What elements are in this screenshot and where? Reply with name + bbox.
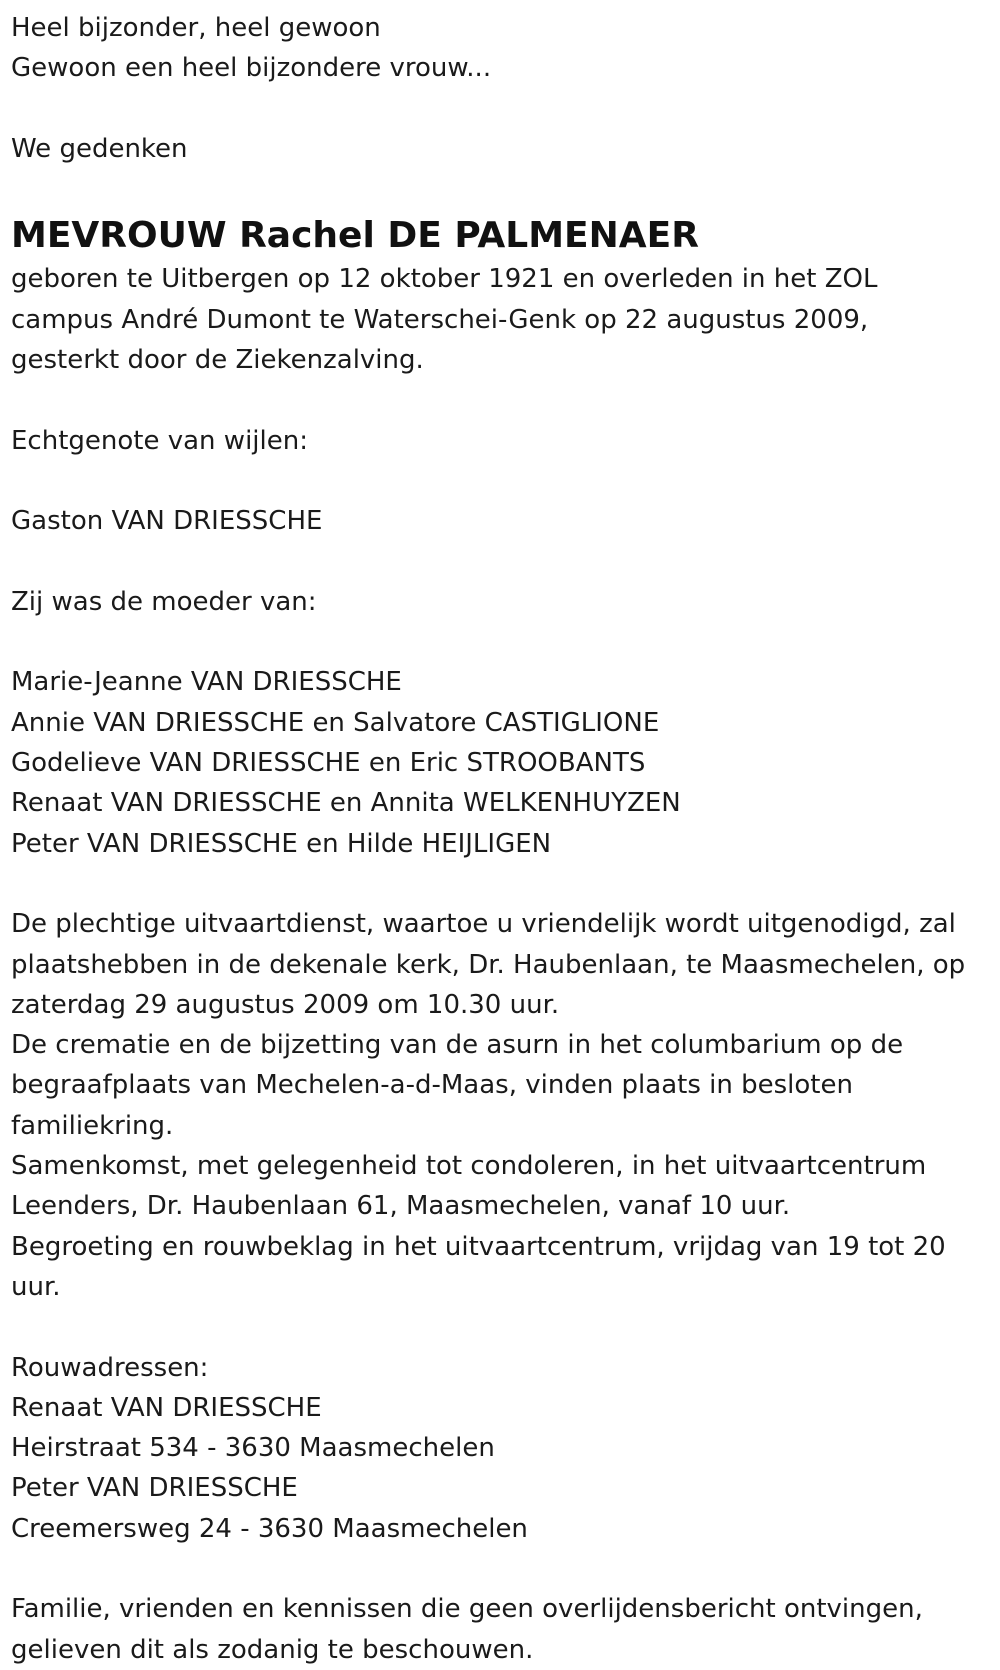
service-line: Samenkomst, met gelegenheid tot condoleren, in het uitvaartcentrum [11,1151,927,1182]
deceased-name: MEVROUW Rachel DE PALMENAER [11,215,699,257]
deceased-section [11,213,990,380]
service-line: zaterdag 29 augustus 2009 om 10.30 uur. [11,989,560,1020]
child-name: Renaat VAN DRIESSCHE en Annita WELKENHUYZEN [11,788,681,819]
service-line: begraafplaats van Mechelen-a-d-Maas, vinden plaats in besloten [11,1070,853,1101]
deceased-detail-line: geboren te Uitbergen op 12 oktober 1921 en overleden in het ZOL [11,264,878,295]
child-name: Godelieve VAN DRIESSCHE en Eric STROOBANTS [11,748,646,779]
child-name: Marie-Jeanne VAN DRIESSCHE [11,667,402,698]
children-label: Zij was de moeder van: [11,586,317,617]
remember-line: We gedenken [11,133,188,164]
service-line: Leenders, Dr. Haubenlaan 61, Maasmechelen, vanaf 10 uur. [11,1191,791,1222]
spacer [11,461,990,501]
deceased-detail-line: gesterkt door de Ziekenzalving. [11,345,424,376]
closing-line: gelieven dit als zodanig te beschouwen. [11,1634,534,1665]
spacer [11,542,990,582]
spacer [11,622,990,662]
spouse-section [11,421,990,542]
spacer [11,380,990,420]
address-line: Renaat VAN DRIESSCHE [11,1392,322,1423]
spouse-label: Echtgenote van wijlen: [11,425,308,456]
spouse-name: Gaston VAN DRIESSCHE [11,506,323,537]
service-line: uur. [11,1271,61,1302]
intro-line: Gewoon een heel bijzondere vrouw... [11,53,492,84]
closing-line: Familie, vrienden en kennissen die geen overlijdensbericht ontvingen, [11,1594,923,1625]
address-line: Creemersweg 24 - 3630 Maasmechelen [11,1513,528,1544]
closing-section [11,1589,990,1670]
spacer [11,89,990,129]
intro-line: Heel bijzonder, heel gewoon [11,13,381,43]
intro-section [11,8,990,169]
address-line: Heirstraat 534 - 3630 Maasmechelen [11,1433,495,1464]
children-section [11,582,990,864]
service-line: De crematie en de bijzetting van de asurn in het columbarium op de [11,1030,904,1061]
service-line: plaatshebben in de dekenale kerk, Dr. Haubenlaan, te Maasmechelen, op [11,949,966,980]
service-section [11,904,990,1307]
service-line: De plechtige uitvaartdienst, waartoe u vriendelijk wordt uitgenodigd, zal [11,909,956,940]
child-name: Annie VAN DRIESSCHE en Salvatore CASTIGLIONE [11,707,660,738]
addresses-label: Rouwadressen: [11,1352,209,1383]
spacer [11,169,990,209]
service-line: familiekring. [11,1110,174,1141]
addresses-section [11,1348,990,1549]
child-name: Peter VAN DRIESSCHE en Hilde HEIJLIGEN [11,828,552,859]
address-line: Peter VAN DRIESSCHE [11,1473,298,1504]
spacer [11,1549,990,1589]
spacer [11,1307,990,1347]
service-line: Begroeting en rouwbeklag in het uitvaartcentrum, vrijdag van 19 tot 20 [11,1231,946,1262]
deceased-detail-line: campus André Dumont te Waterschei-Genk op 22 augustus 2009, [11,304,869,335]
spacer [11,864,990,904]
